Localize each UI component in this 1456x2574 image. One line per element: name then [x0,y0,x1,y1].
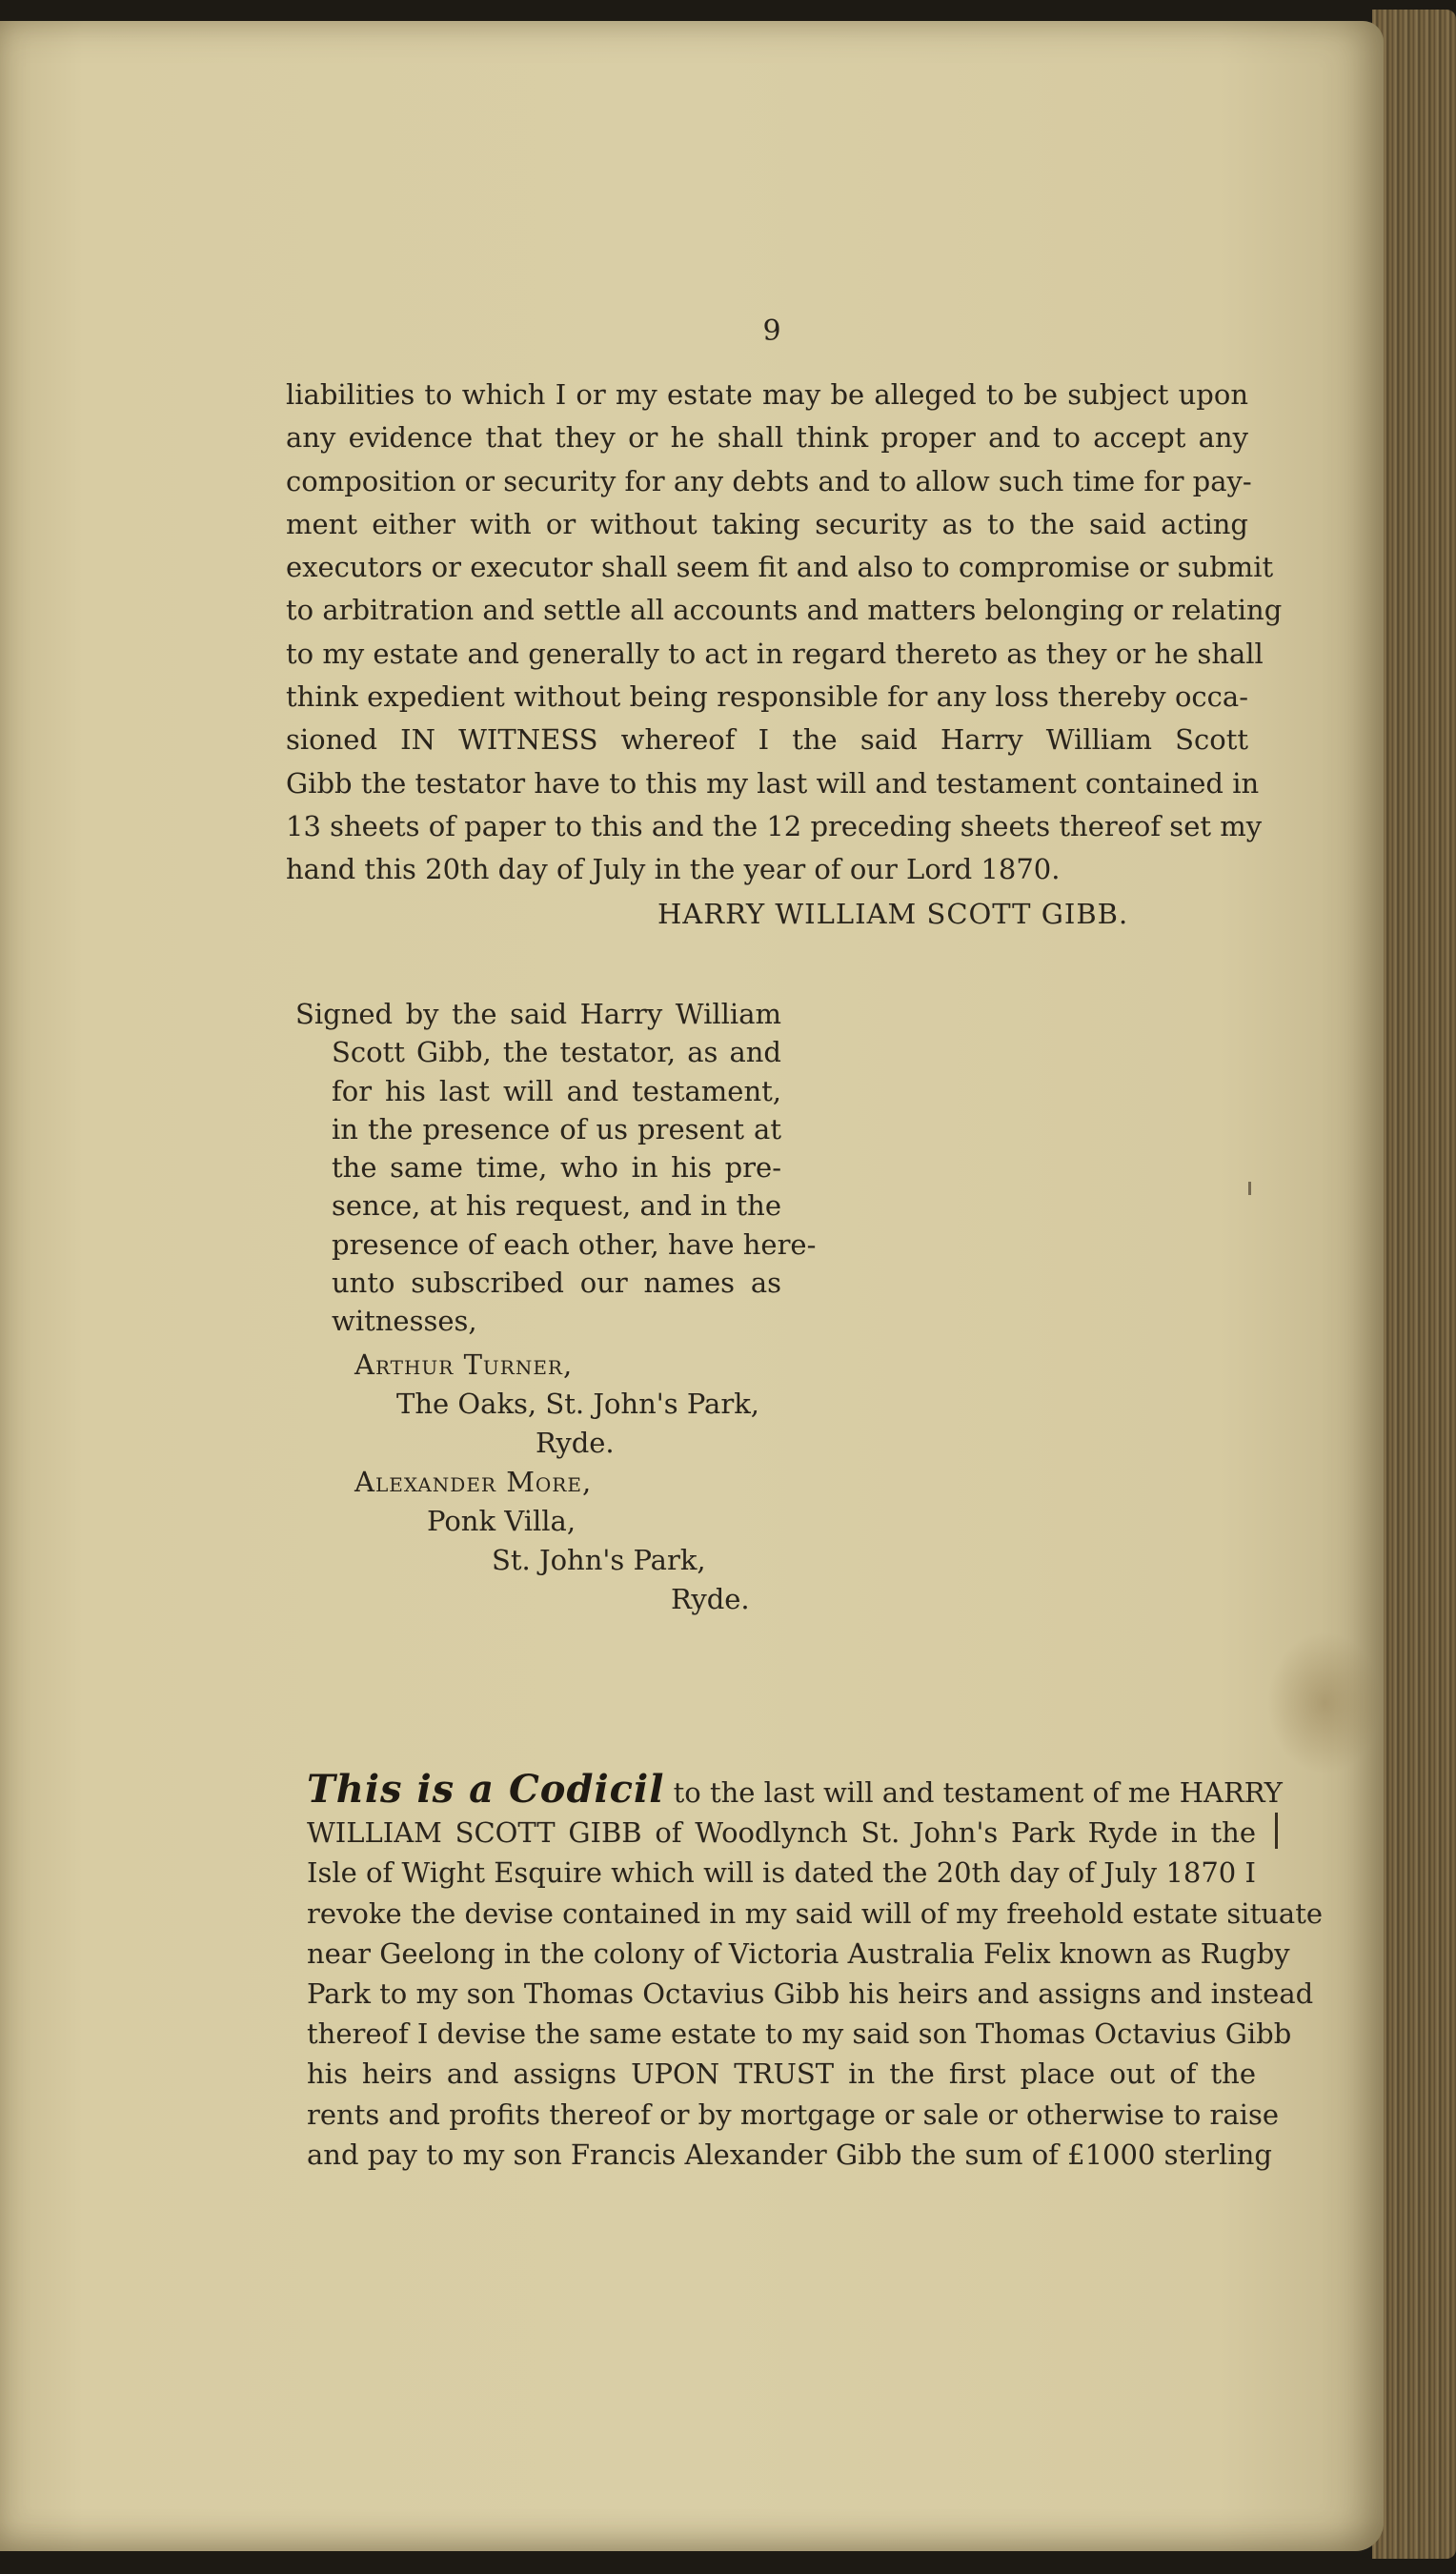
body-line: 13 sheets of paper to this and the 12 preceding sheets thereof set my [286,809,1263,842]
body-line: executors or executor shall seem fit and also to compromise or submit [286,551,1274,584]
codicil-line: Isle of Wight Esquire which will is dated the 20th day of July 1870 I [307,1856,1256,1890]
body-line: to arbitration and settle all accounts and matters belonging or relating [286,594,1283,627]
codicil-line: revoke the devise contained in my said will of my freehold estate situate [307,1896,1324,1930]
attestation-clause [295,995,817,1341]
witness-address-line: The Oaks, St. John's Park, [396,1388,759,1420]
codicil-first-line [307,1767,1283,1813]
codicil-heading: This is a Codicil [307,1767,665,1812]
paper-stain [1267,1632,1382,1774]
codicil-line: near Geelong in the colony of Victoria Australia Felix known as Rugby [307,1936,1290,1970]
witness-address-line: Ponk Villa, [427,1505,576,1537]
body-line: to my estate and generally to act in regard thereto as they or he shall [286,637,1264,670]
witness-name: Arthur Turner, [354,1348,574,1381]
body-line: liabilities to which I or my estate may be alleged to be subject upon [286,378,1248,411]
attestation-line: the same time, who in his pre- [332,1151,781,1185]
body-line: think expedient without being responsible for any loss thereby occa- [286,680,1248,714]
attestation-line: Signed by the said Harry William [295,998,781,1030]
body-line: Gibb the testator have to this my last will and testament contained in [286,766,1260,800]
witness-address-line: St. John's Park, [492,1544,706,1576]
codicil-line: thereof I devise the same estate to my said son Thomas Octavius Gibb [307,2017,1292,2051]
codicil-line: WILLIAM SCOTT GIBB of Woodlynch St. John's Park Ryde in the [307,1816,1256,1850]
margin-pencil-mark [1275,1813,1278,1849]
body-line: ment either with or without taking security as to the said acting [286,507,1248,540]
codicil-line: Park to my son Thomas Octavius Gibb his heirs and assigns and instead [307,1977,1314,2011]
page-sheet [0,21,1384,2551]
attestation-line: presence of each other, have here- [332,1227,817,1261]
testator-signature: HARRY WILLIAM SCOTT GIBB. [657,898,1129,930]
body-line: hand this 20th day of July in the year of our Lord 1870. [286,853,1061,886]
attestation-line: for his last will and testament, [332,1074,781,1107]
book-page-edges [1372,10,1456,2559]
codicil-paragraph [307,1767,1324,2175]
will-body-paragraph [286,374,1283,892]
attestation-line: Scott Gibb, the testator, as and [332,1036,781,1069]
attestation-line: sence, at his request, and in the [332,1189,781,1223]
body-line: any evidence that they or he shall think proper and to accept any [286,421,1248,455]
codicil-line: and pay to my son Francis Alexander Gibb the sum of £1000 sterling [307,2138,1272,2171]
codicil-line: his heirs and assigns UPON TRUST in the first place out of the [307,2057,1256,2091]
body-line: composition or security for any debts and to allow such time for pay- [286,464,1252,497]
body-line: sioned IN WITNESS whereof I the said Harry William Scott [286,723,1248,757]
page-number: 9 [762,314,781,348]
witness-name: Alexander More, [354,1466,593,1498]
margin-dot [1248,1182,1251,1195]
attestation-line: in the presence of us present at [332,1112,781,1145]
codicil-line: to the last will and testament of me HARRY [673,1776,1283,1809]
codicil-line: rents and profits thereof or by mortgage or sale or otherwise to raise [307,2098,1279,2131]
witness-address-line: Ryde. [536,1427,615,1459]
attestation-line: witnesses, [332,1305,477,1338]
witness-address-line: Ryde. [671,1583,750,1615]
attestation-line: unto subscribed our names as [332,1267,781,1300]
